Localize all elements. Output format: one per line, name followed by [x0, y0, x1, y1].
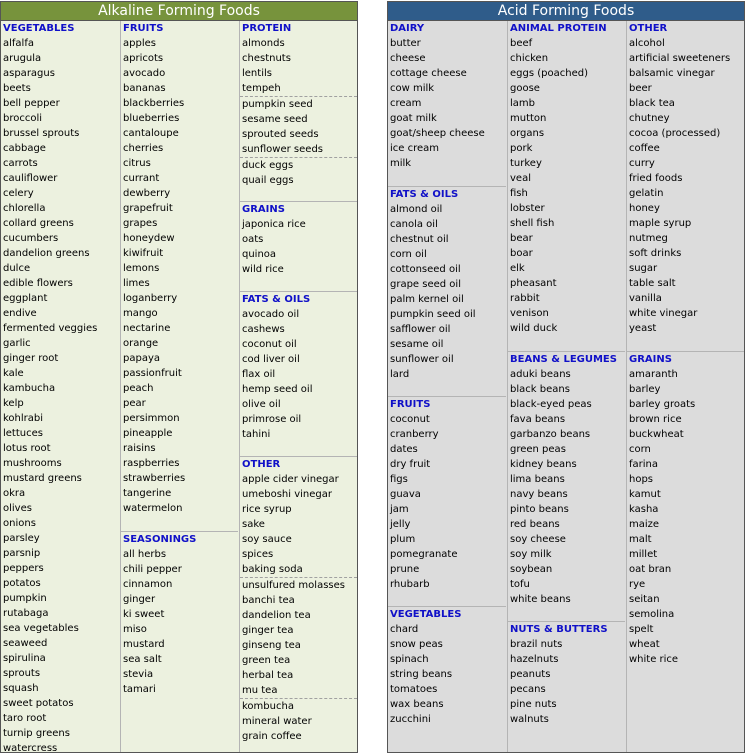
food-item: arugula — [3, 53, 42, 64]
food-item: dulce — [3, 263, 31, 274]
food-item: spinach — [390, 654, 429, 665]
alkaline-panel — [0, 1, 358, 753]
food-item: lamb — [510, 98, 535, 109]
food-item: chlorella — [3, 203, 46, 214]
food-item: table salt — [629, 278, 676, 289]
food-item: balsamic vinegar — [629, 68, 715, 79]
food-item: cranberry — [390, 429, 439, 440]
food-item: safflower oil — [390, 324, 451, 335]
food-item: chestnut oil — [390, 234, 449, 245]
food-item: alcohol — [629, 38, 665, 49]
food-item: maize — [629, 519, 660, 530]
food-item: sugar — [629, 263, 658, 274]
alkaline-column-2 — [120, 21, 238, 752]
food-item: kombucha — [242, 701, 294, 712]
food-item: mustard — [123, 639, 165, 650]
food-item: almonds — [242, 38, 285, 49]
food-item: barley — [629, 384, 661, 395]
alkaline-section — [121, 21, 238, 516]
acid-panel — [387, 1, 745, 753]
section-heading: BEANS & LEGUMES — [510, 354, 617, 365]
food-item: broccoli — [3, 113, 43, 124]
food-item: tahini — [242, 429, 271, 440]
food-item: cream — [390, 98, 422, 109]
food-item: passionfruit — [123, 368, 182, 379]
food-item: goose — [510, 83, 540, 94]
food-item: parsnip — [3, 548, 41, 559]
food-item: ice cream — [390, 143, 440, 154]
food-item: kohlrabi — [3, 413, 44, 424]
food-item: orange — [123, 338, 159, 349]
food-item: potatos — [3, 578, 41, 589]
food-item: chestnuts — [242, 53, 291, 64]
food-item: wild duck — [510, 323, 558, 334]
food-item: nutmeg — [629, 233, 668, 244]
food-item: flax oil — [242, 369, 276, 380]
food-item: japonica rice — [242, 219, 306, 230]
food-item: oat bran — [629, 564, 672, 575]
food-item: papaya — [123, 353, 160, 364]
food-item: white beans — [510, 594, 571, 605]
food-item: sunflower oil — [390, 354, 454, 365]
food-item: citrus — [123, 158, 151, 169]
food-item: sesame seed — [242, 114, 308, 125]
food-item: white rice — [629, 654, 679, 665]
food-item: buckwheat — [629, 429, 684, 440]
food-item: all herbs — [123, 549, 167, 560]
food-item: amaranth — [629, 369, 678, 380]
acid-section — [508, 21, 625, 336]
section-heading: VEGETABLES — [390, 609, 462, 620]
food-item: bear — [510, 233, 533, 244]
food-item: pear — [123, 398, 146, 409]
food-item: dewberry — [123, 188, 171, 199]
acid-column-2 — [507, 21, 625, 752]
food-item: wheat — [629, 639, 660, 650]
food-item: sweet potatos — [3, 698, 74, 709]
food-item: soft drinks — [629, 248, 682, 259]
food-item: peanuts — [510, 669, 551, 680]
food-item: pinto beans — [510, 504, 569, 515]
section-heading: SEASONINGS — [123, 534, 197, 545]
food-item: asparagus — [3, 68, 55, 79]
food-item: dates — [390, 444, 418, 455]
food-item: honey — [629, 203, 660, 214]
food-item: bell pepper — [3, 98, 60, 109]
food-item: kasha — [629, 504, 659, 515]
food-item: barley groats — [629, 399, 696, 410]
food-item: pineapple — [123, 428, 173, 439]
food-item: chicken — [510, 53, 549, 64]
food-item: venison — [510, 308, 549, 319]
food-item: lemons — [123, 263, 160, 274]
food-item: celery — [3, 188, 34, 199]
food-item: grain coffee — [242, 731, 302, 742]
acid-column-1 — [388, 21, 506, 752]
food-item: alfalfa — [3, 38, 34, 49]
section-heading: VEGETABLES — [3, 23, 75, 34]
food-item: peppers — [3, 563, 44, 574]
food-item: umeboshi vinegar — [242, 489, 332, 500]
food-item: ginger root — [3, 353, 59, 364]
food-item: dandelion tea — [242, 610, 311, 621]
food-item: beets — [3, 83, 31, 94]
acid-column-3 — [626, 21, 744, 752]
food-item: tamari — [123, 684, 156, 695]
food-item: kale — [3, 368, 24, 379]
food-item: brown rice — [629, 414, 682, 425]
food-item: gelatin — [629, 188, 664, 199]
food-item: prune — [390, 564, 420, 575]
food-item: soy cheese — [510, 534, 566, 545]
alkaline-section — [240, 291, 357, 442]
food-item: soy milk — [510, 549, 552, 560]
food-item: miso — [123, 624, 147, 635]
acid-section — [627, 21, 744, 336]
food-item: olive oil — [242, 399, 281, 410]
food-item: hemp seed oil — [242, 384, 313, 395]
section-heading: FATS & OILS — [242, 294, 311, 305]
food-item: pork — [510, 143, 533, 154]
alkaline-section — [240, 201, 357, 277]
food-item: cashews — [242, 324, 285, 335]
food-item: milk — [390, 158, 412, 169]
acid-section — [627, 351, 744, 667]
food-item: jelly — [390, 519, 411, 530]
food-item: pumpkin seed oil — [390, 309, 476, 320]
alkaline-columns — [1, 21, 357, 752]
food-item: jam — [390, 504, 409, 515]
food-item: loganberry — [123, 293, 178, 304]
food-item: cocoa (processed) — [629, 128, 721, 139]
food-item: malt — [629, 534, 652, 545]
food-item: cherries — [123, 143, 164, 154]
food-item: rye — [629, 579, 646, 590]
food-item: pumpkin seed — [242, 99, 313, 110]
food-item: maple syrup — [629, 218, 692, 229]
food-item: lotus root — [3, 443, 51, 454]
food-item: cabbage — [3, 143, 46, 154]
food-item: corn oil — [390, 249, 427, 260]
food-item: corn — [629, 444, 651, 455]
food-item: herbal tea — [242, 670, 294, 681]
food-item: millet — [629, 549, 658, 560]
alkaline-section — [240, 456, 357, 744]
food-item: eggplant — [3, 293, 48, 304]
food-item: lard — [390, 369, 410, 380]
food-item: tempeh — [240, 81, 357, 97]
food-item: mustard greens — [3, 473, 82, 484]
food-item: cod liver oil — [242, 354, 300, 365]
food-item: fried foods — [629, 173, 683, 184]
section-heading: OTHER — [242, 459, 281, 470]
acid-section — [388, 396, 506, 592]
food-item: blackberries — [123, 98, 185, 109]
food-item: fermented veggies — [3, 323, 98, 334]
food-item: red beans — [510, 519, 560, 530]
alkaline-title: Alkaline Forming Foods — [1, 2, 357, 21]
food-item: palm kernel oil — [390, 294, 464, 305]
food-item: fava beans — [510, 414, 566, 425]
section-heading: FRUITS — [123, 23, 164, 34]
food-item: beef — [510, 38, 533, 49]
food-item: brazil nuts — [510, 639, 563, 650]
food-item: farina — [629, 459, 659, 470]
food-item: semolina — [629, 609, 675, 620]
food-item: apple cider vinegar — [242, 474, 339, 485]
food-item: zucchini — [390, 714, 431, 725]
section-heading: OTHER — [629, 23, 668, 34]
food-item: mineral water — [242, 716, 312, 727]
food-item: figs — [390, 474, 408, 485]
food-item: elk — [510, 263, 525, 274]
food-item: ginger tea — [242, 625, 294, 636]
acid-section — [388, 21, 506, 171]
section-heading: GRAINS — [629, 354, 672, 365]
food-item: raisins — [123, 443, 156, 454]
food-item: stevia — [123, 669, 154, 680]
food-item: spices — [242, 549, 274, 560]
food-item: navy beans — [510, 489, 568, 500]
food-item: guava — [390, 489, 421, 500]
food-item: mutton — [510, 113, 547, 124]
food-item: wax beans — [390, 699, 444, 710]
food-item: rutabaga — [3, 608, 49, 619]
food-item: ginger — [123, 594, 156, 605]
food-item: black-eyed peas — [510, 399, 592, 410]
food-item: kiwifruit — [123, 248, 164, 259]
food-item: vanilla — [629, 293, 662, 304]
food-item: cow milk — [390, 83, 435, 94]
food-item: duck eggs — [242, 160, 294, 171]
food-item: oats — [242, 234, 264, 245]
section-heading: PROTEIN — [242, 23, 292, 34]
food-item: pecans — [510, 684, 546, 695]
food-item: garbanzo beans — [510, 429, 591, 440]
food-item: plum — [390, 534, 416, 545]
food-item: cinnamon — [123, 579, 173, 590]
food-item: almond oil — [390, 204, 443, 215]
food-item: mushrooms — [3, 458, 62, 469]
food-item: sake — [242, 519, 265, 530]
food-item: onions — [3, 518, 36, 529]
food-item: currant — [123, 173, 160, 184]
food-item: tangerine — [123, 488, 172, 499]
food-item: black beans — [510, 384, 570, 395]
food-item: beer — [629, 83, 652, 94]
food-item: soybean — [510, 564, 553, 575]
food-item: taro root — [3, 713, 47, 724]
food-item: grape seed oil — [390, 279, 461, 290]
food-item: coconut — [390, 414, 430, 425]
food-item: rabbit — [510, 293, 540, 304]
food-item: coconut oil — [242, 339, 297, 350]
alkaline-column-1 — [1, 21, 119, 752]
food-item: limes — [123, 278, 150, 289]
alkaline-column-3 — [239, 21, 357, 752]
food-item: unsulfured molasses — [242, 580, 345, 591]
food-item: apples — [123, 38, 156, 49]
food-item: parsley — [3, 533, 40, 544]
alkaline-section — [121, 531, 238, 697]
food-item: coffee — [629, 143, 660, 154]
alkaline-section — [240, 21, 357, 188]
food-item: lentils — [242, 68, 272, 79]
food-item: avocado — [123, 68, 166, 79]
food-item: butter — [390, 38, 421, 49]
food-item: pumpkin — [3, 593, 47, 604]
food-item: wild rice — [242, 264, 284, 275]
food-item: lettuces — [3, 428, 43, 439]
food-item: sesame oil — [390, 339, 444, 350]
acid-section — [388, 186, 506, 382]
food-item: ki sweet — [123, 609, 165, 620]
food-item: endive — [3, 308, 37, 319]
food-item: eggs (poached) — [510, 68, 588, 79]
food-item: collard greens — [3, 218, 74, 229]
food-item: string beans — [390, 669, 453, 680]
food-item: goat milk — [390, 113, 437, 124]
food-item: sprouted seeds — [242, 129, 319, 140]
section-heading: NUTS & BUTTERS — [510, 624, 608, 635]
food-item: goat/sheep cheese — [390, 128, 485, 139]
food-item: edible flowers — [3, 278, 73, 289]
food-item: kidney beans — [510, 459, 577, 470]
food-item: chili pepper — [123, 564, 182, 575]
food-item: hazelnuts — [510, 654, 559, 665]
food-item: okra — [3, 488, 26, 499]
food-item: mango — [123, 308, 158, 319]
food-item: green tea — [242, 655, 291, 666]
food-item: pheasant — [510, 278, 557, 289]
acid-section — [508, 621, 625, 727]
food-item: kambucha — [3, 383, 56, 394]
food-item: shell fish — [510, 218, 555, 229]
food-item: hops — [629, 474, 654, 485]
food-item: avocado oil — [242, 309, 300, 320]
food-item: blueberries — [123, 113, 180, 124]
food-item: watercress — [3, 743, 58, 753]
food-item: sunflower seeds — [240, 142, 357, 158]
food-item: brussel sprouts — [3, 128, 80, 139]
food-item: dandelion greens — [3, 248, 90, 259]
section-heading: GRAINS — [242, 204, 285, 215]
food-item: bananas — [123, 83, 166, 94]
food-item: yeast — [629, 323, 657, 334]
acid-columns — [388, 21, 744, 752]
food-item: persimmon — [123, 413, 180, 424]
food-item: curry — [629, 158, 655, 169]
food-item: lima beans — [510, 474, 565, 485]
food-item: grapes — [123, 218, 158, 229]
food-item: banchi tea — [242, 595, 295, 606]
food-item: spirulina — [3, 653, 46, 664]
food-item: soy sauce — [242, 534, 292, 545]
food-item: squash — [3, 683, 39, 694]
food-item: canola oil — [390, 219, 438, 230]
food-item: lobster — [510, 203, 545, 214]
section-heading: DAIRY — [390, 23, 425, 34]
food-item: baking soda — [240, 562, 357, 578]
food-item: tofu — [510, 579, 530, 590]
food-item: pomegranate — [390, 549, 458, 560]
food-item: pine nuts — [510, 699, 557, 710]
section-heading: FRUITS — [390, 399, 431, 410]
food-item: fish — [510, 188, 528, 199]
food-item: kelp — [3, 398, 24, 409]
acid-section — [508, 351, 625, 607]
food-item: turnip greens — [3, 728, 70, 739]
food-item: sprouts — [3, 668, 41, 679]
food-item: carrots — [3, 158, 38, 169]
food-item: quinoa — [242, 249, 277, 260]
food-item: honeydew — [123, 233, 175, 244]
food-item: turkey — [510, 158, 542, 169]
food-item: kamut — [629, 489, 661, 500]
food-item: black tea — [629, 98, 675, 109]
food-item: mu tea — [240, 683, 357, 699]
acid-section — [388, 606, 506, 727]
section-heading: FATS & OILS — [390, 189, 459, 200]
food-item: apricots — [123, 53, 164, 64]
food-item: raspberries — [123, 458, 180, 469]
food-item: seitan — [629, 594, 660, 605]
food-item: cauliflower — [3, 173, 58, 184]
food-item: cottage cheese — [390, 68, 467, 79]
food-item: cottonseed oil — [390, 264, 461, 275]
food-item: nectarine — [123, 323, 171, 334]
food-item: cucumbers — [3, 233, 59, 244]
food-item: aduki beans — [510, 369, 571, 380]
food-item: organs — [510, 128, 545, 139]
food-item: garlic — [3, 338, 31, 349]
acid-title: Acid Forming Foods — [388, 2, 744, 21]
food-item: artificial sweeteners — [629, 53, 731, 64]
food-item: cheese — [390, 53, 426, 64]
food-item: chard — [390, 624, 419, 635]
food-item: tomatoes — [390, 684, 438, 695]
alkaline-section — [1, 21, 119, 753]
food-item: boar — [510, 248, 533, 259]
food-item: veal — [510, 173, 531, 184]
food-item: green peas — [510, 444, 566, 455]
food-item: peach — [123, 383, 154, 394]
food-item: quail eggs — [242, 175, 294, 186]
food-item: rhubarb — [390, 579, 430, 590]
food-item: white vinegar — [629, 308, 698, 319]
food-item: chutney — [629, 113, 670, 124]
food-item: seaweed — [3, 638, 48, 649]
food-item: olives — [3, 503, 32, 514]
food-item: snow peas — [390, 639, 443, 650]
food-item: primrose oil — [242, 414, 302, 425]
food-item: spelt — [629, 624, 654, 635]
food-item: dry fruit — [390, 459, 431, 470]
food-item: grapefruit — [123, 203, 173, 214]
food-item: ginseng tea — [242, 640, 301, 651]
food-item: cantaloupe — [123, 128, 179, 139]
food-item: rice syrup — [242, 504, 292, 515]
food-item: strawberries — [123, 473, 186, 484]
food-item: walnuts — [510, 714, 549, 725]
food-item: watermelon — [123, 503, 183, 514]
food-item: sea salt — [123, 654, 162, 665]
section-heading: ANIMAL PROTEIN — [510, 23, 607, 34]
food-item: sea vegetables — [3, 623, 79, 634]
